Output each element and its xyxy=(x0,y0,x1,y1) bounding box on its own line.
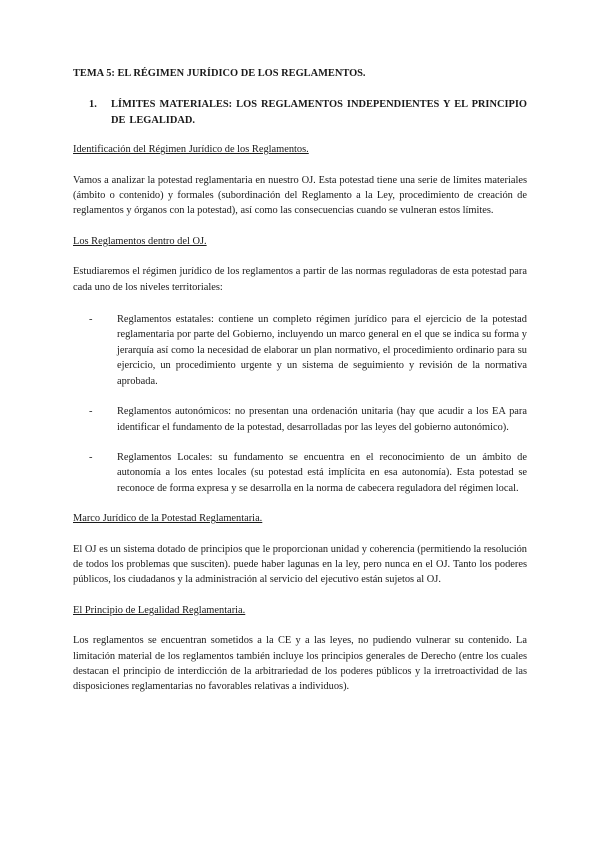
subheading-identificacion: Identificación del Régimen Jurídico de los Reglamentos. xyxy=(73,144,309,156)
paragraph-principio-legalidad: Los reglamentos se encuentran sometidos a la CE y a las leyes, no pudiendo vulnerar su contenido. La limitación material de los reglamentos también incluye los principios generales de Derecho (entre los cuales destacan el principio de interdicción de la arbitrariedad de los poderes públicos y la irretroactividad de las disposiciones reglamentarias no favorables relativas a individuos). xyxy=(73,635,527,693)
list-item-autonomicos xyxy=(73,404,527,435)
bullet-list xyxy=(73,312,527,496)
paragraph-marco-juridico: El OJ es un sistema dotado de principios que le proporcionan unidad y coherencia (permitiendo la resolución de todos los problemas que susciten). puede haber lagunas en la ley, pero nunca en el OJ. Tanto los poderes públicos, los ciudadanos y la administración al servicio del ejecutivo están sujetos al OJ. xyxy=(73,543,527,586)
paragraph-identificacion: Vamos a analizar la potestad reglamentaria en nuestro OJ. Esta potestad tiene una serie de límites materiales (ámbito o contenido) y formales (subordinación del Reglamento a la Ley, procedimiento de creación de reglamentos y órganos con la potestad), así como las consecuencias cuando se vulneran estos límites. xyxy=(73,174,527,217)
list-item-text: Reglamentos autonómicos: no presentan una ordenación unitaria (hay que acudir a los EA para identificar el fundamento de la potestad, desarrolladas por las leyes del gobierno autonómico). xyxy=(117,406,527,433)
section-number: 1. xyxy=(89,99,97,111)
list-item-text: Reglamentos estatales: contiene un completo régimen jurídico para el ejercicio de la potestad reglamentaria por parte del Gobierno, incluyendo un marco general en el que se indica su forma y jerarquía así como la necesidad de elaborar un plan normativo, el procedimiento ordinario para su ejercicio, un procedimiento urgente y un sistema de seguimiento y revisión de la normativa aprobada. xyxy=(117,314,527,387)
list-item-locales xyxy=(73,450,527,496)
subheading-reglamentos-oj: Los Reglamentos dentro del OJ. xyxy=(73,235,207,247)
bullet-marker: - xyxy=(89,451,93,463)
bullet-marker: - xyxy=(89,406,93,418)
section-title: LÍMITES MATERIALES: LOS REGLAMENTOS INDEPENDIENTES Y EL PRINCIPIO DE LEGALIDAD. xyxy=(111,99,527,126)
section-heading xyxy=(73,97,527,128)
subheading-principio-legalidad: El Principio de Legalidad Reglamentaria. xyxy=(73,604,246,616)
document-title: TEMA 5: EL RÉGIMEN JURÍDICO DE LOS REGLAMENTOS. xyxy=(73,68,366,79)
list-item-text: Reglamentos Locales: su fundamento se encuentra en el reconocimiento de un ámbito de autonomía a los entes locales (su potestad está implícita en esa autonomía). Esta potestad se reconoce de forma expresa y se desarrolla en la norma de cabecera reguladora del régimen local. xyxy=(117,451,527,494)
subheading-marco-juridico: Marco Jurídico de la Potestad Reglamentaria. xyxy=(73,513,263,525)
list-item-estatales xyxy=(73,312,527,389)
bullet-marker: - xyxy=(89,314,93,326)
document-page xyxy=(73,66,527,710)
paragraph-reglamentos-oj: Estudiaremos el régimen jurídico de los reglamentos a partir de las normas reguladoras de esta potestad para cada uno de los niveles territoriales: xyxy=(73,266,527,293)
